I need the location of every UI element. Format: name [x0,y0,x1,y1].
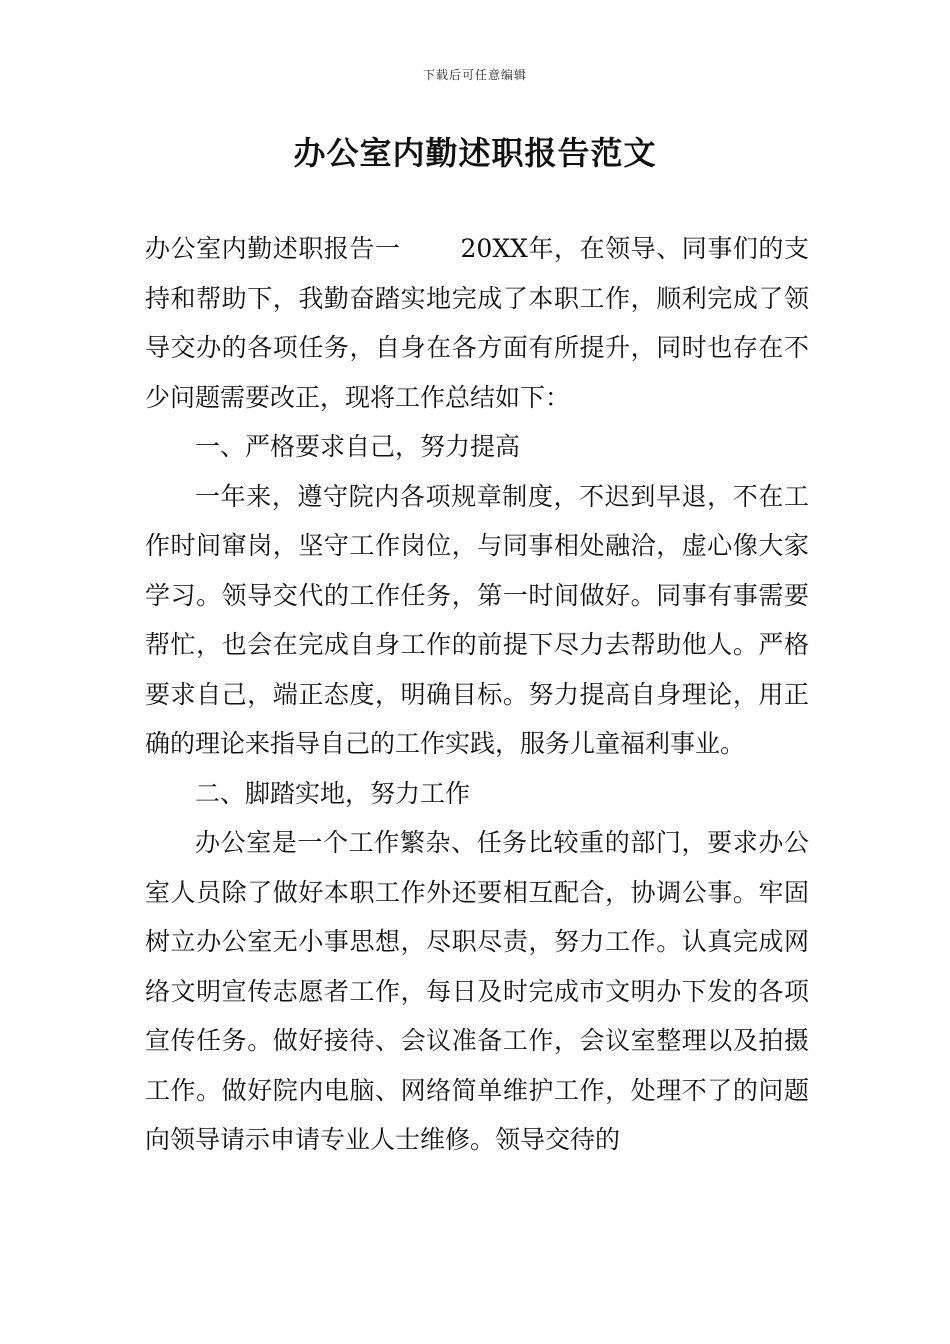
section-heading-1: 一、严格要求自己，努力提高 [195,432,521,461]
section-paragraph-2: 办公室是一个工作繁杂、任务比较重的部门，要求办公室人员除了做好本职工作外还要相互配合，协调公事。牢固树立办公室无小事思想，尽职尽责，努力工作。认真完成网络文明宣传志愿者工作，每日及时完成市文明办下发的各项宣传任务。做好接待、会议准备工作，会议室整理以及拍摄工作。做好院内电脑、网络简单维护工作，处理不了的问题向领导请示申请专业人士维修。领导交待的 [145,828,809,1154]
intro-paragraph [145,224,809,422]
header-note: 下载后可任意编辑 [422,68,527,82]
intro-label: 办公室内勤述职报告一 [145,234,401,263]
document-body [145,224,809,1165]
section-heading-2: 二、脚踏实地，努力工作 [195,778,471,808]
section-paragraph-1: 一年来，遵守院内各项规章制度，不迟到早退，不在工作时间窜岗，坚守工作岗位，与同事相处融洽，虚心像大家学习。领导交代的工作任务，第一时间做好。同事有事需要帮忙，也会在完成自身工作的前提下尽力去帮助他人。严格要求自己，端正态度，明确目标。努力提高自身理论，用正确的理论来指导自己的工作实践，服务儿童福利事业。 [145,481,809,758]
document-title: 办公室内勤述职报告范文 [293,134,657,172]
intro-text: 20XX年，在领导、同事们的支持和帮助下，我勤奋踏实地完成了本职工作，顺利完成了领导交办的各项任务，自身在各方面有所提升，同时也存在不少问题需要改正，现将工作总结如下： [145,234,809,412]
